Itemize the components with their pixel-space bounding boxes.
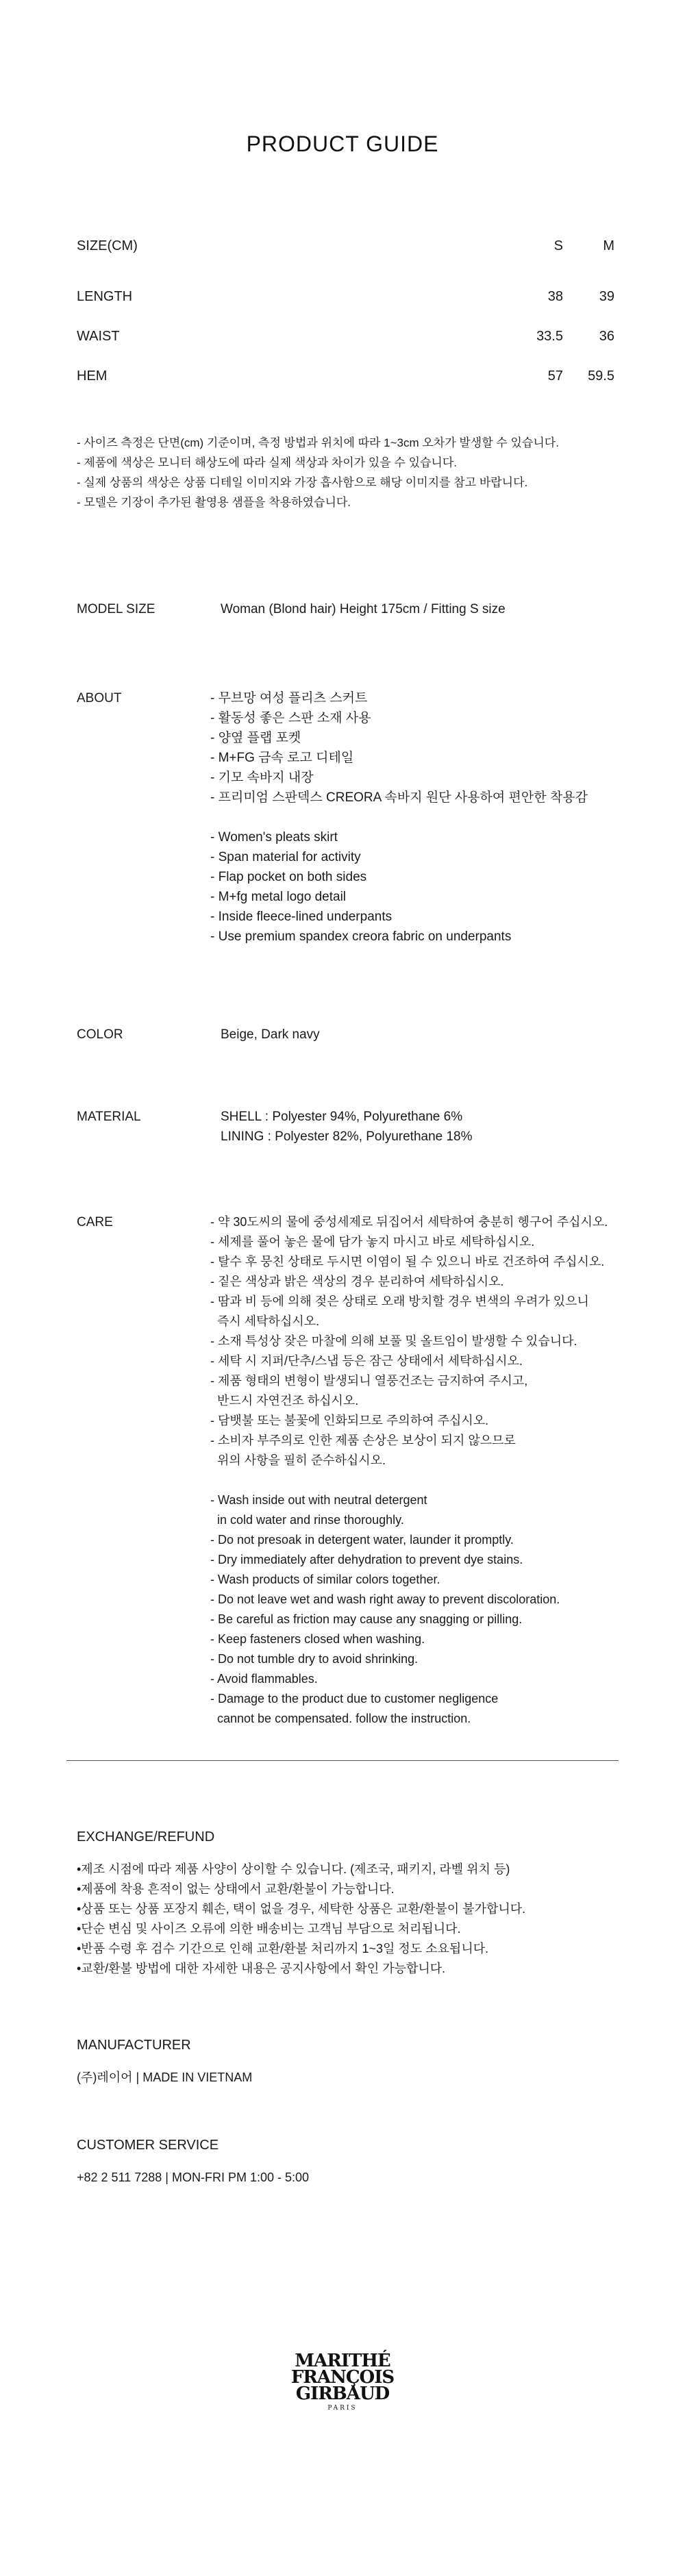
exchange-line: •제조 시점에 따라 제품 사양이 상이할 수 있습니다. (제조국, 패키지, 라벨 위치 등) bbox=[77, 1862, 510, 1876]
care-line-ko: - 짙은 색상과 밝은 색상의 경우 분리하여 세탁하십시오. bbox=[210, 1275, 504, 1288]
care-line-en: - Be careful as friction may cause any snagging or pilling. bbox=[210, 1612, 523, 1626]
note-line: - 실제 상품의 색상은 상품 디테일 이미지와 가장 흡사함으로 해당 이미지를 참고 바랍니다. bbox=[77, 476, 528, 489]
header-s: S bbox=[553, 238, 563, 253]
customer-service-value: +82 2 511 7288 | MON-FRI PM 1:00 - 5:00 bbox=[77, 2171, 310, 2184]
exchange-line: •반품 수령 후 검수 기간으로 인해 교환/환불 처리까지 1~3일 정도 소요됩니다. bbox=[77, 1942, 489, 1955]
note-line: - 제품에 색상은 모니터 해상도에 따라 실제 색상과 차이가 있을 수 있습니다. bbox=[77, 456, 457, 469]
care-line-en: - Damage to the product due to customer negligence bbox=[210, 1692, 499, 1705]
logo-line: GIRBAUD bbox=[295, 2384, 390, 2404]
color-label: COLOR bbox=[77, 1027, 123, 1042]
table-row bbox=[77, 329, 614, 368]
care-label: CARE bbox=[77, 1215, 113, 1229]
care-line-ko: - 땀과 비 등에 의해 젖은 상태로 오래 방치할 경우 변색의 우려가 있으니 bbox=[210, 1295, 589, 1308]
care-line-en: - Keep fasteners closed when washing. bbox=[210, 1632, 425, 1646]
customer-service-section bbox=[77, 2136, 309, 2188]
material-line: LINING : Polyester 82%, Polyurethane 18% bbox=[221, 1129, 473, 1144]
about-line-en: - M+fg metal logo detail bbox=[210, 890, 347, 904]
about-line-ko: - 활동성 좋은 스판 소재 사용 bbox=[210, 711, 371, 725]
care-line-en: - Avoid flammables. bbox=[210, 1672, 318, 1686]
logo-line: PARIS bbox=[327, 2405, 358, 2412]
row-value-m: 39 bbox=[599, 289, 614, 304]
size-notes bbox=[77, 433, 559, 512]
brand-logo bbox=[0, 2353, 685, 2412]
row-label: LENGTH bbox=[77, 289, 133, 304]
care-line-ko: 위의 사항을 필히 준수하십시오. bbox=[210, 1453, 386, 1467]
about-label: ABOUT bbox=[77, 691, 122, 705]
exchange-section bbox=[77, 1827, 525, 1979]
care-line-en: - Do not presoak in detergent water, launder it promptly. bbox=[210, 1533, 514, 1547]
about-line-ko: - 기모 속바지 내장 bbox=[210, 771, 314, 785]
care-line-ko: - 약 30도씨의 물에 중성세제로 뒤집어서 세탁하여 충분히 헹구어 주십시오. bbox=[210, 1215, 608, 1229]
care-line-ko: - 소비자 부주의로 인한 제품 손상은 보상이 되지 않으므로 bbox=[210, 1434, 516, 1447]
about-line-ko: - 무브망 여성 플리츠 스커트 bbox=[210, 691, 368, 705]
about-content bbox=[210, 688, 649, 947]
care-line-en: in cold water and rinse thoroughly. bbox=[210, 1513, 404, 1527]
care-line-en: - Do not tumble dry to avoid shrinking. bbox=[210, 1652, 419, 1666]
material-content bbox=[221, 1107, 659, 1147]
logo-line: FRANÇOIS bbox=[290, 2367, 395, 2388]
care-line-en: - Wash inside out with neutral detergent bbox=[210, 1493, 427, 1507]
exchange-line: •제품에 착용 흔적이 없는 상태에서 교환/환불이 가능합니다. bbox=[77, 1882, 395, 1896]
row-value-m: 59.5 bbox=[588, 368, 614, 384]
size-table-header bbox=[77, 238, 614, 268]
about-line-en: - Inside fleece-lined underpants bbox=[210, 910, 393, 924]
size-table bbox=[77, 238, 614, 408]
manufacturer-label: MANUFACTURER bbox=[77, 2038, 191, 2053]
care-line-ko: 반드시 자연건조 하십시오. bbox=[210, 1394, 359, 1408]
note-line: - 사이즈 측정은 단면(cm) 기준이며, 측정 방법과 위치에 따라 1~3cm 오차가 발생할 수 있습니다. bbox=[77, 436, 559, 449]
care-line-ko: - 탈수 후 뭉친 상태로 두시면 이염이 될 수 있으니 바로 건조하여 주십시오. bbox=[210, 1255, 605, 1268]
exchange-line: •교환/환불 방법에 대한 자세한 내용은 공지사항에서 확인 가능합니다. bbox=[77, 1962, 446, 1975]
table-row bbox=[77, 289, 614, 329]
about-line-ko: - M+FG 금속 로고 디테일 bbox=[210, 751, 354, 765]
row-value-s: 57 bbox=[547, 368, 563, 384]
about-line-en: - Span material for activity bbox=[210, 850, 361, 864]
care-line-en: cannot be compensated. follow the instruction. bbox=[210, 1712, 471, 1725]
customer-service-label: CUSTOMER SERVICE bbox=[77, 2138, 219, 2153]
row-label: HEM bbox=[77, 368, 108, 384]
material-label: MATERIAL bbox=[77, 1110, 141, 1124]
section-divider bbox=[66, 1760, 619, 1761]
row-label: WAIST bbox=[77, 329, 120, 344]
care-content bbox=[210, 1212, 656, 1729]
table-row bbox=[77, 368, 614, 408]
color-value: Beige, Dark navy bbox=[221, 1027, 320, 1042]
about-line-en: - Flap pocket on both sides bbox=[210, 870, 367, 884]
care-line-ko: - 세탁 시 지퍼/단추/스냅 등은 잠근 상태에서 세탁하십시오. bbox=[210, 1354, 523, 1368]
row-value-s: 33.5 bbox=[536, 329, 563, 344]
about-line-ko: - 양옆 플랩 포켓 bbox=[210, 731, 301, 745]
page-title: PRODUCT GUIDE bbox=[246, 132, 439, 156]
care-line-ko: 즉시 세탁하십시오. bbox=[210, 1314, 320, 1328]
about-line-en: - Women's pleats skirt bbox=[210, 830, 338, 845]
row-value-m: 36 bbox=[599, 329, 614, 344]
manufacturer-section bbox=[77, 2036, 252, 2088]
care-line-en: - Dry immediately after dehydration to prevent dye stains. bbox=[210, 1553, 523, 1566]
care-line-en: - Do not leave wet and wash right away to prevent discoloration. bbox=[210, 1592, 560, 1606]
material-line: SHELL : Polyester 94%, Polyurethane 6% bbox=[221, 1110, 463, 1124]
care-line-en: - Wash products of similar colors together. bbox=[210, 1573, 440, 1586]
care-line-ko: - 소재 특성상 잦은 마찰에 의해 보풀 및 올트임이 발생할 수 있습니다. bbox=[210, 1334, 577, 1348]
exchange-label: EXCHANGE/REFUND bbox=[77, 1829, 215, 1845]
about-line-ko: - 프리미엄 스판덱스 CREORA 속바지 원단 사용하여 편안한 착용감 bbox=[210, 790, 588, 805]
exchange-line: •상품 또는 상품 포장지 훼손, 택이 없을 경우, 세탁한 상품은 교환/환불이 불가합니다. bbox=[77, 1902, 526, 1916]
care-line-ko: - 세제를 풀어 놓은 물에 담가 놓지 마시고 바로 세탁하십시오. bbox=[210, 1235, 535, 1249]
row-value-s: 38 bbox=[547, 289, 563, 304]
note-line: - 모델은 기장이 추가된 촬영용 샘플을 착용하였습니다. bbox=[77, 496, 351, 509]
logo-line: MARITHÉ bbox=[295, 2351, 390, 2371]
care-line-ko: - 제품 형태의 변형이 발생되니 열풍건조는 금지하여 주시고, bbox=[210, 1374, 528, 1388]
header-size: SIZE(CM) bbox=[77, 238, 138, 253]
manufacturer-value: (주)레이어 | MADE IN VIETNAM bbox=[77, 2071, 253, 2084]
about-line-en: - Use premium spandex creora fabric on underpants bbox=[210, 929, 512, 944]
care-line-ko: - 담뱃불 또는 불꽃에 인화되므로 주의하여 주십시오. bbox=[210, 1414, 489, 1427]
exchange-line: •단순 변심 및 사이즈 오류에 의한 배송비는 고객님 부담으로 처리됩니다. bbox=[77, 1922, 461, 1936]
header-m: M bbox=[603, 238, 614, 253]
model-size-label: MODEL SIZE bbox=[77, 602, 155, 616]
model-size-value: Woman (Blond hair) Height 175cm / Fitting S size bbox=[221, 602, 506, 616]
